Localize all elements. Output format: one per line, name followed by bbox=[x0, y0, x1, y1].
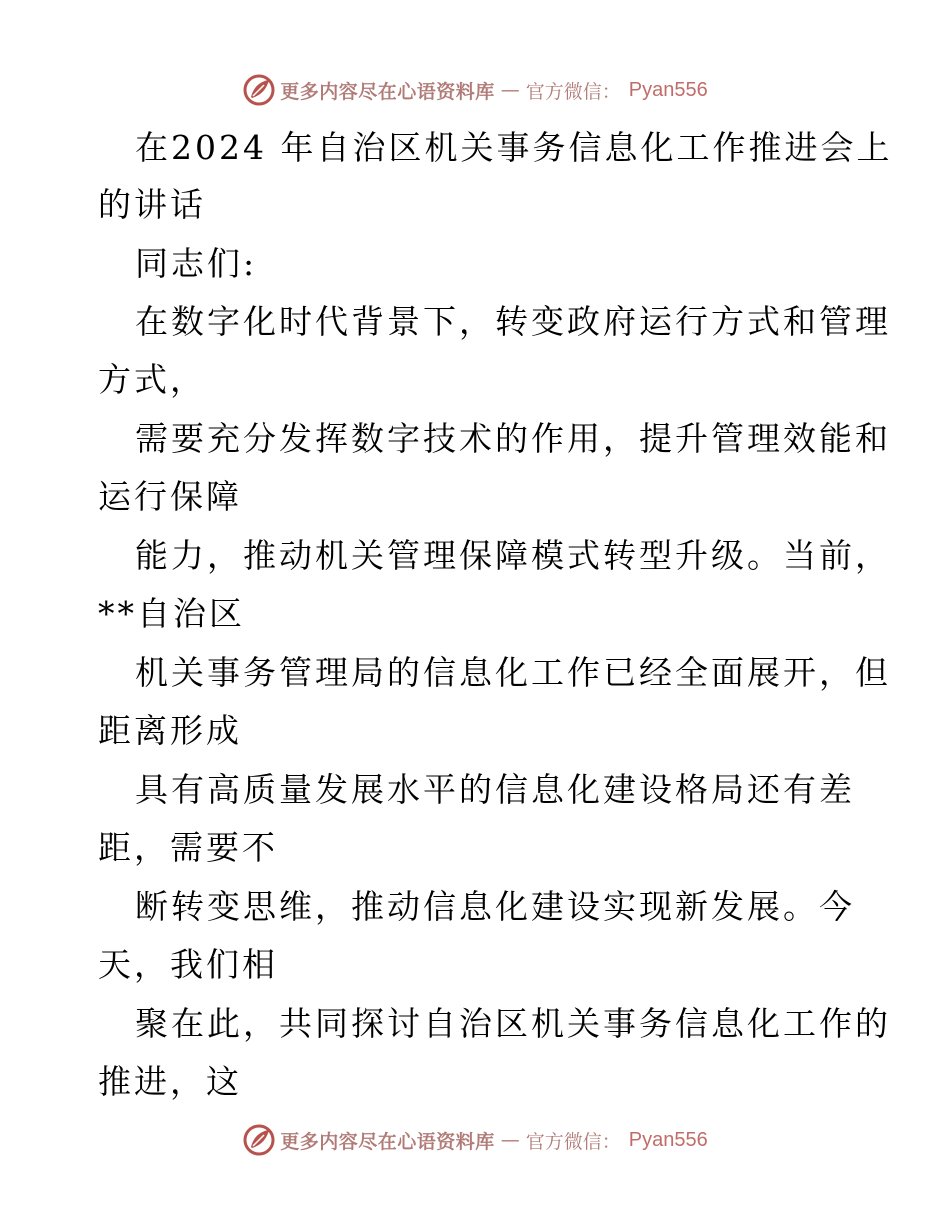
header-watermark bbox=[0, 70, 950, 110]
paragraph-line: 天，我们相 bbox=[98, 945, 278, 984]
paragraph-line: 具有高质量发展水平的信息化建设格局还有差 bbox=[135, 770, 855, 809]
doc-title-line-1: 在2024 年自治区机关事务信息化工作推进会上 bbox=[135, 128, 893, 167]
paragraph-line: 断转变思维，推动信息化建设实现新发展。今 bbox=[135, 887, 855, 926]
paragraph-line: 机关事务管理局的信息化工作已经全面展开，但 bbox=[135, 653, 891, 692]
paragraph-line: 在数字化时代背景下，转变政府运行方式和管理 bbox=[135, 302, 891, 341]
paragraph-line: 距离形成 bbox=[98, 711, 242, 750]
paragraph-line: **自治区 bbox=[98, 594, 245, 633]
paragraph-line: 能力，推动机关管理保障模式转型升级。当前， bbox=[135, 536, 891, 575]
watermark-wechat-id: Pyan556 bbox=[628, 1128, 708, 1151]
paragraph-line: 运行保障 bbox=[98, 477, 242, 516]
paragraph-line: 需要充分发挥数字技术的作用，提升管理效能和 bbox=[135, 419, 891, 458]
watermark-text: 更多内容尽在心语资料库 bbox=[280, 1130, 495, 1153]
footer-watermark bbox=[0, 1120, 950, 1160]
watermark-wechat-label: 官方微信： bbox=[525, 80, 621, 103]
watermark-wechat-label: 官方微信： bbox=[525, 1130, 621, 1153]
salutation: 同志们: bbox=[135, 244, 258, 283]
paragraph-line: 距，需要不 bbox=[98, 828, 278, 867]
watermark-dash: — bbox=[500, 1129, 520, 1151]
watermark-dash: — bbox=[500, 79, 520, 101]
doc-title-line-2: 的讲话 bbox=[98, 185, 206, 224]
paragraph-line: 聚在此，共同探讨自治区机关事务信息化工作的 bbox=[135, 1004, 891, 1043]
logo-leaf-icon bbox=[242, 73, 276, 107]
paragraph-line: 方式， bbox=[98, 360, 206, 399]
paragraph-line: 推进，这 bbox=[98, 1062, 242, 1101]
watermark-wechat-id: Pyan556 bbox=[628, 78, 708, 101]
logo-leaf-icon bbox=[242, 1123, 276, 1157]
watermark-text: 更多内容尽在心语资料库 bbox=[280, 80, 495, 103]
